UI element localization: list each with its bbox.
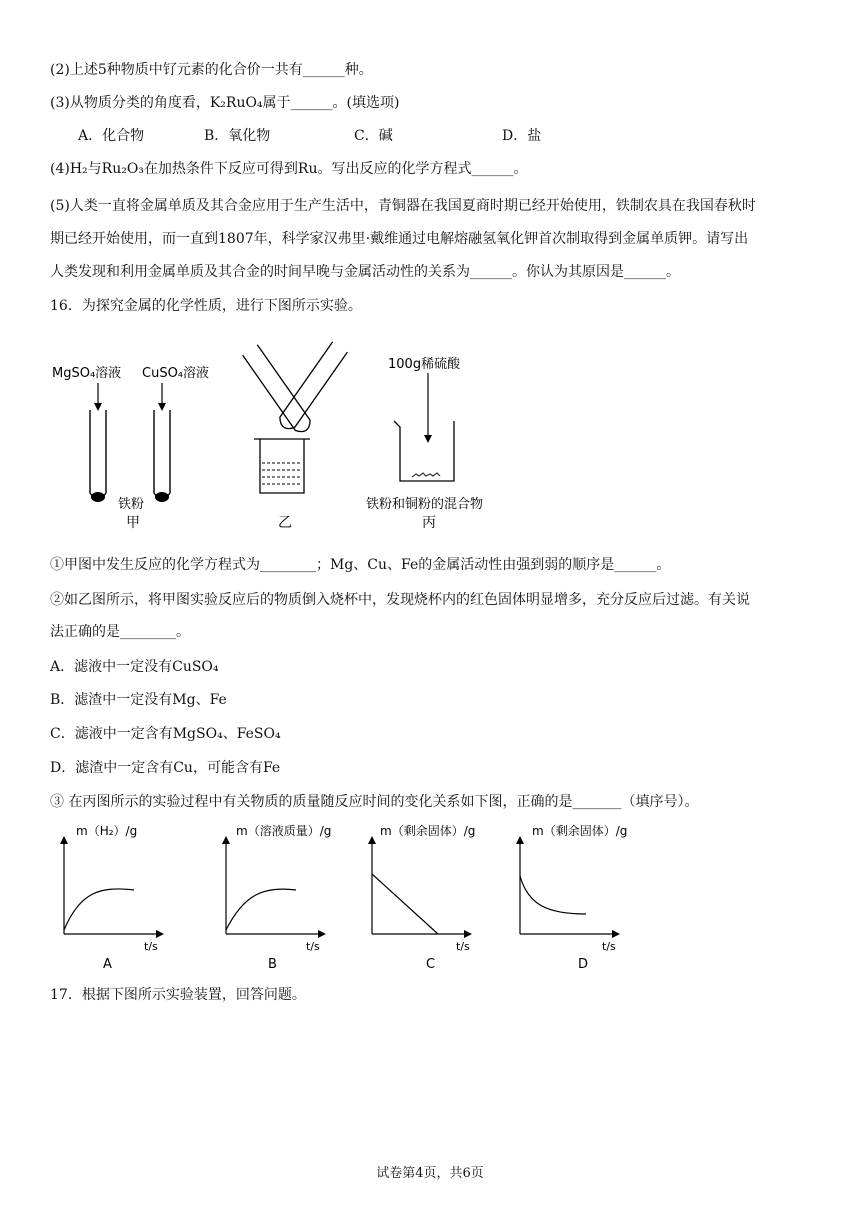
option-a: A．化合物 [78,128,145,144]
jia-label: 甲 [126,515,140,531]
option-b: B．氧化物 [204,128,271,144]
graph-c-ylabel: m（剩余固体）/g [380,824,476,838]
graph-a-curve [64,889,134,930]
graph-b-xlabel: t/s [306,940,320,953]
graph-d-ylabel: m（剩余固体）/g [532,824,628,838]
graph-a-xlabel: t/s [144,940,158,953]
graph-b-ylabel: m（溶液质量）/g [236,824,332,838]
mix-label: 铁粉和铜粉的混合物 [366,497,484,512]
q15-part3-options [78,126,541,146]
experiment-figure [50,335,530,540]
iron-powder-2 [155,492,169,502]
arrow-2-head [158,403,166,411]
graphs-figure [50,820,670,980]
graph-a-ylabel: m（H₂）/g [76,824,138,838]
graph-a [60,824,164,972]
q16-option-a: A．滤液中一定没有CuSO₄ [50,659,219,675]
mgso4-label: MgSO₄溶液 [52,366,122,381]
q16-title: 16．为探究金属的化学性质，进行下图所示实验。 [50,298,362,314]
graph-d [516,823,627,972]
beaker-yi [254,439,310,493]
beaker-bing [394,421,454,481]
page-footer: 试卷第4页，共6页 [376,1166,484,1181]
iron-label: 铁粉 [118,497,145,512]
graph-d-xlabel: t/s [602,940,616,953]
graph-b [222,823,331,972]
q16-sub1: ①甲图中发生反应的化学方程式为________；Mg、Cu、Fe的金属活动性由强到弱的顺序是______。 [50,557,671,573]
graph-c-xlabel: t/s [456,940,470,953]
q15-part3: (3)从物质分类的角度看，K₂RuO₄属于______。(填选项) [50,95,400,111]
arrow-1-head [94,403,102,411]
graph-d-curve [520,876,586,914]
graph-b-curve [226,889,296,930]
q16-sub2-line1: ②如乙图所示，将甲图实验反应后的物质倒入烧杯中，发现烧杯内的红色固体明显增多，充分反应后过滤。有关说 [50,592,750,608]
bing-label: 丙 [422,515,436,531]
q16-option-b: B．滤渣中一定没有Mg、Fe [50,692,227,708]
q16-option-d: D．滤渣中一定含有Cu，可能含有Fe [50,760,281,776]
q15-part4: (4)H₂与Ru₂O₃在加热条件下反应可得到Ru。写出反应的化学方程式______。 [50,161,528,177]
q15-part5-line1: (5)人类一直将金属单质及其合金应用于生产生活中，青铜器在我国夏商时期已经开始使用，铁制农具在我国春秋时 [50,198,756,214]
graph-c-letter: C [426,957,436,972]
arrow-3-head [424,435,432,443]
iron-powder-1 [91,492,105,502]
q17-title: 17．根据下图所示实验装置，回答问题。 [50,987,306,1003]
tilted-tube-left [243,345,314,436]
test-tube-2 [154,410,170,499]
graph-c [368,823,475,972]
option-c: C．碱 [354,128,393,144]
mixture-powder [412,473,440,477]
cuso4-label: CuSO₄溶液 [142,366,210,381]
option-d: D．盐 [502,128,542,144]
graph-c-line [372,874,438,934]
acid-label: 100g稀硫酸 [388,357,461,372]
q16-option-c: C．滤液中一定含有MgSO₄、FeSO₄ [50,726,281,742]
graph-d-letter: D [578,957,589,972]
graph-b-letter: B [268,957,277,972]
yi-label: 乙 [278,515,292,531]
q15-part5-line2: 期已经开始使用，而一直到1807年，科学家汉弗里·戴维通过电解熔融氢氧化钾首次制取得到金属单质钾。请写出 [50,231,749,247]
q15-part5-line3: 人类发现和利用金属单质及其合金的时间早晚与金属活动性的关系为______。你认为其原因是______。 [50,264,680,280]
q16-sub3: ③ 在丙图所示的实验过程中有关物质的质量随反应时间的变化关系如下图，正确的是_______（填序号）。 [50,794,699,810]
test-tube-1 [90,410,106,499]
q16-sub2-line2: 法正确的是________。 [50,624,190,640]
graph-a-letter: A [103,957,112,972]
q15-part2: (2)上述5种物质中钌元素的化合价一共有______种。 [50,62,373,78]
